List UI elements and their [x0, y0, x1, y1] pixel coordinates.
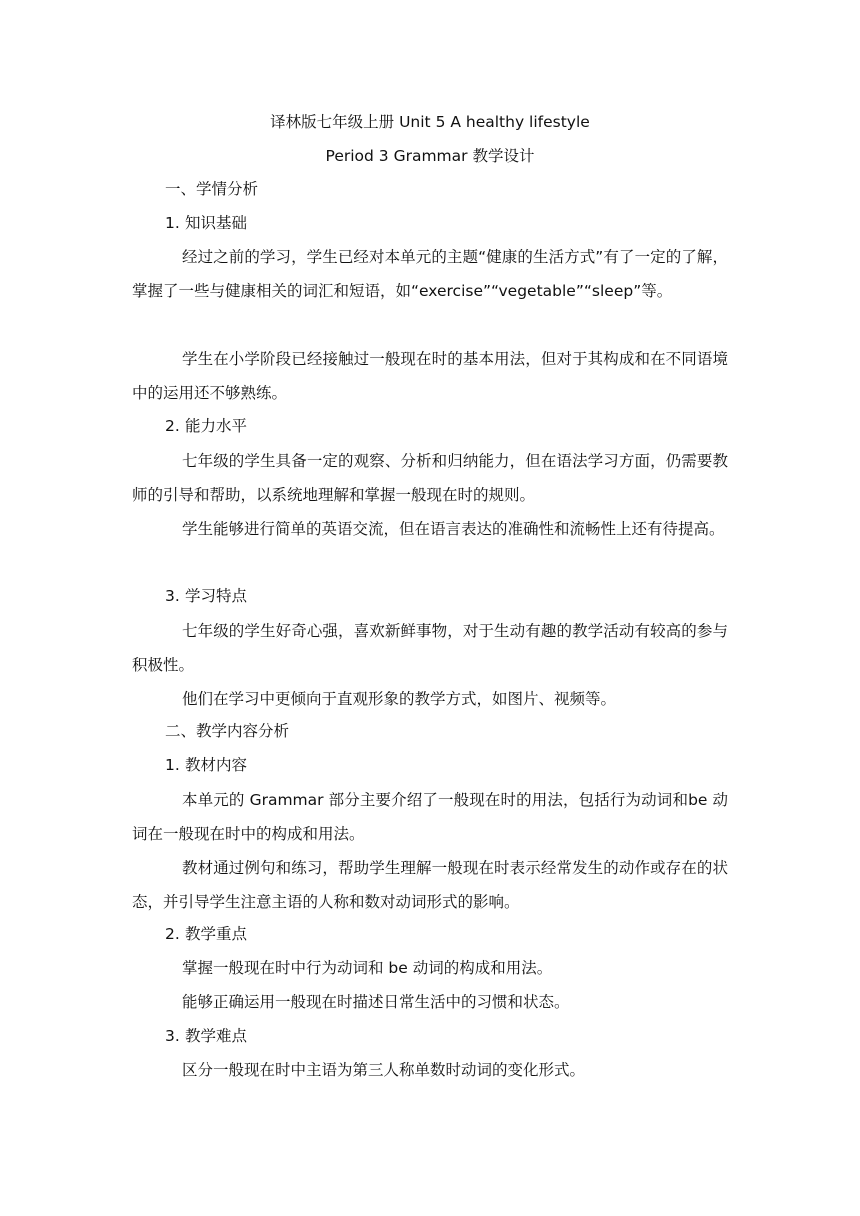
subsection-number: 2. [165, 925, 180, 943]
subsection-heading-1-3 [165, 585, 247, 607]
paragraph: 他们在学习中更倾向于直观形象的教学方式，如图片、视频等。 [182, 690, 617, 708]
paragraph: 教材通过例句和练习，帮助学生理解一般现在时表示经常发生的动作或存在的状态，并引导学生注意主语的人称和数对动词形式的影响。 [132, 859, 728, 911]
subsection-heading-2-2 [165, 923, 247, 945]
section-heading-1: 一、学情分析 [165, 180, 259, 198]
paragraph: 学生能够进行简单的英语交流，但在语言表达的准确性和流畅性上还有待提高。 [182, 520, 725, 538]
subsection-heading-1-2 [165, 415, 247, 437]
subsection-heading-2-1 [165, 754, 247, 776]
paragraph: 本单元的 Grammar 部分主要介绍了一般现在时的用法，包括行为动词和be 动词在一般现在时中的构成和用法。 [132, 791, 728, 843]
paragraph: 掌握一般现在时中行为动词和 be 动词的构成和用法。 [182, 959, 553, 977]
paragraph: 区分一般现在时中主语为第三人称单数时动词的变化形式。 [182, 1061, 586, 1079]
subsection-label: 能力水平 [185, 417, 248, 435]
subsection-number: 3. [165, 1027, 180, 1045]
paragraph: 七年级的学生具备一定的观察、分析和归纳能力，但在语法学习方面，仍需要教师的引导和帮助，以系统地理解和掌握一般现在时的规则。 [132, 452, 728, 504]
subsection-number: 2. [165, 417, 180, 435]
paragraph: 能够正确运用一般现在时描述日常生活中的习惯和状态。 [182, 993, 570, 1011]
subsection-label: 教材内容 [185, 756, 248, 774]
subsection-label: 教学重点 [185, 925, 248, 943]
document-title: 译林版七年级上册 Unit 5 A healthy lifestyle [270, 113, 590, 131]
subsection-number: 3. [165, 587, 180, 605]
subsection-label: 知识基础 [185, 214, 248, 232]
subsection-number: 1. [165, 214, 180, 232]
section-heading-2: 二、教学内容分析 [165, 722, 290, 740]
subsection-heading-2-3 [165, 1025, 247, 1047]
subsection-heading-1-1 [165, 212, 247, 234]
document-subtitle: Period 3 Grammar 教学设计 [325, 147, 535, 165]
paragraph: 学生在小学阶段已经接触过一般现在时的基本用法，但对于其构成和在不同语境中的运用还不够熟练。 [132, 350, 728, 402]
subsection-label: 学习特点 [185, 587, 248, 605]
subsection-label: 教学难点 [185, 1027, 248, 1045]
paragraph: 经过之前的学习，学生已经对本单元的主题“健康的生活方式”有了一定的了解，掌握了一些与健康相关的词汇和短语，如“exercise”“vegetable”“sleep”等。 [132, 248, 728, 300]
paragraph: 七年级的学生好奇心强，喜欢新鲜事物，对于生动有趣的教学活动有较高的参与积极性。 [132, 622, 728, 674]
subsection-number: 1. [165, 756, 180, 774]
